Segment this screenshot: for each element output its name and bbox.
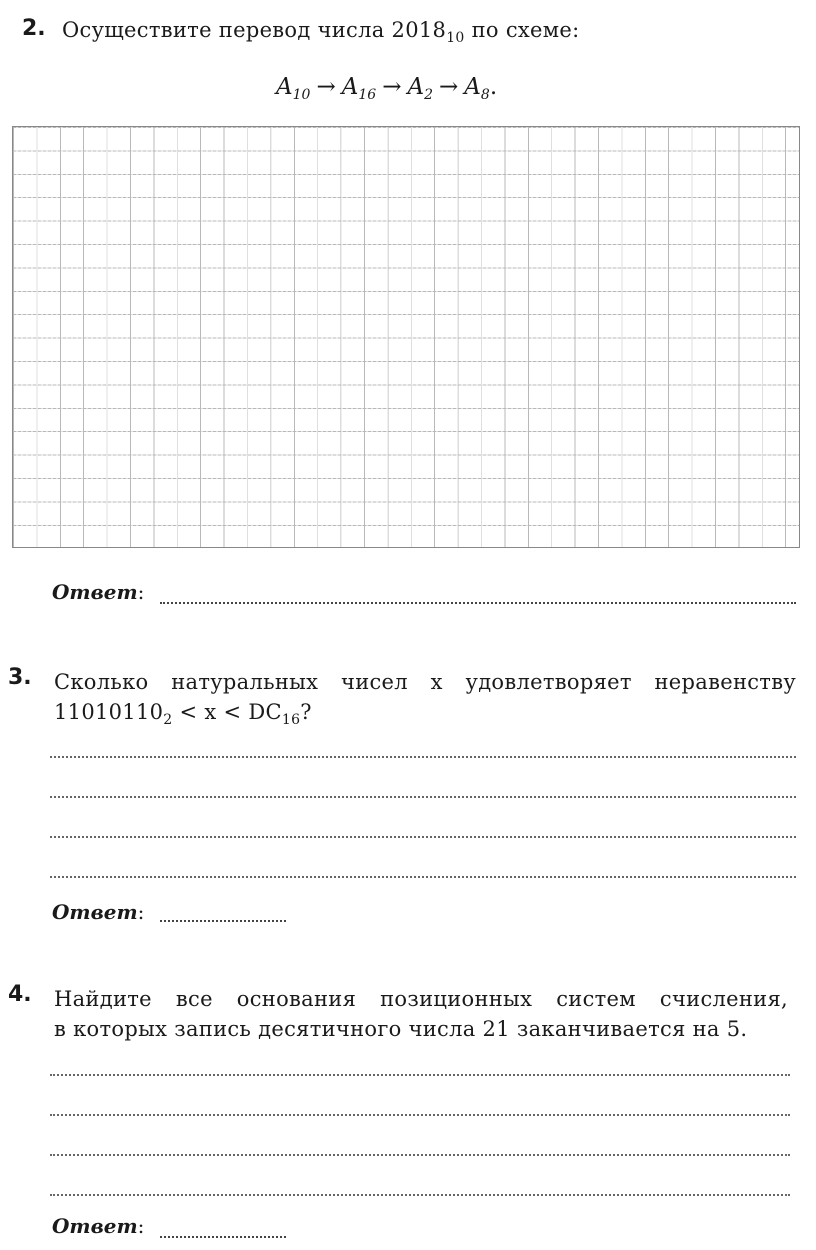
task-3-work-line-3[interactable] <box>50 836 796 838</box>
task-3-number: 3. <box>8 665 32 690</box>
task-2-answer-field[interactable] <box>160 602 796 604</box>
task-4-answer-label: Ответ: <box>52 1214 145 1238</box>
arrow-icon: → <box>439 74 459 100</box>
task-4-line-1: Найдите все основания позиционных систем счисления, <box>54 987 788 1011</box>
task-4-line-2: в которых запись десятичного числа 21 заканчивается на 5. <box>54 1017 748 1041</box>
formula-period: . <box>489 74 498 100</box>
task-3-work-line-2[interactable] <box>50 796 796 798</box>
task-2-text-sub: 10 <box>446 30 465 46</box>
task-2-text-end: по схеме: <box>464 18 580 42</box>
arrow-icon: → <box>382 74 402 100</box>
task-4-work-line-2[interactable] <box>50 1114 790 1116</box>
task-4-work-line-3[interactable] <box>50 1154 790 1156</box>
formula-term-1: $A_{10}$ <box>276 74 311 103</box>
task-2-number: 2. <box>22 16 46 41</box>
task-3-answer-label: Ответ: <box>52 900 145 924</box>
formula-term-4: $A_8$ <box>464 74 490 103</box>
task-3-line-2: $11010110_2 < x < DC_{16}$? <box>54 700 312 728</box>
answer-grid[interactable] <box>12 126 800 548</box>
arrow-icon: → <box>316 74 336 100</box>
task-2-text <box>62 14 580 46</box>
task-4-work-line-4[interactable] <box>50 1194 790 1196</box>
conversion-formula <box>276 74 498 103</box>
task-3-answer-field[interactable] <box>160 920 286 922</box>
task-3-work-line-1[interactable] <box>50 756 796 758</box>
task-3-work-line-4[interactable] <box>50 876 796 878</box>
formula-term-3: $A_2$ <box>407 74 434 103</box>
task-2-text-main: Осуществите перевод числа 2018 <box>62 18 447 42</box>
task-4-number: 4. <box>8 982 32 1007</box>
task-3-line-1: Сколько натуральных чисел x удовлетворяет неравенству <box>54 670 796 694</box>
task-2-answer-label: Ответ: <box>52 580 145 604</box>
task-4-work-line-1[interactable] <box>50 1074 790 1076</box>
formula-term-2: $A_{16}$ <box>341 74 377 103</box>
task-4-answer-field[interactable] <box>160 1236 286 1238</box>
